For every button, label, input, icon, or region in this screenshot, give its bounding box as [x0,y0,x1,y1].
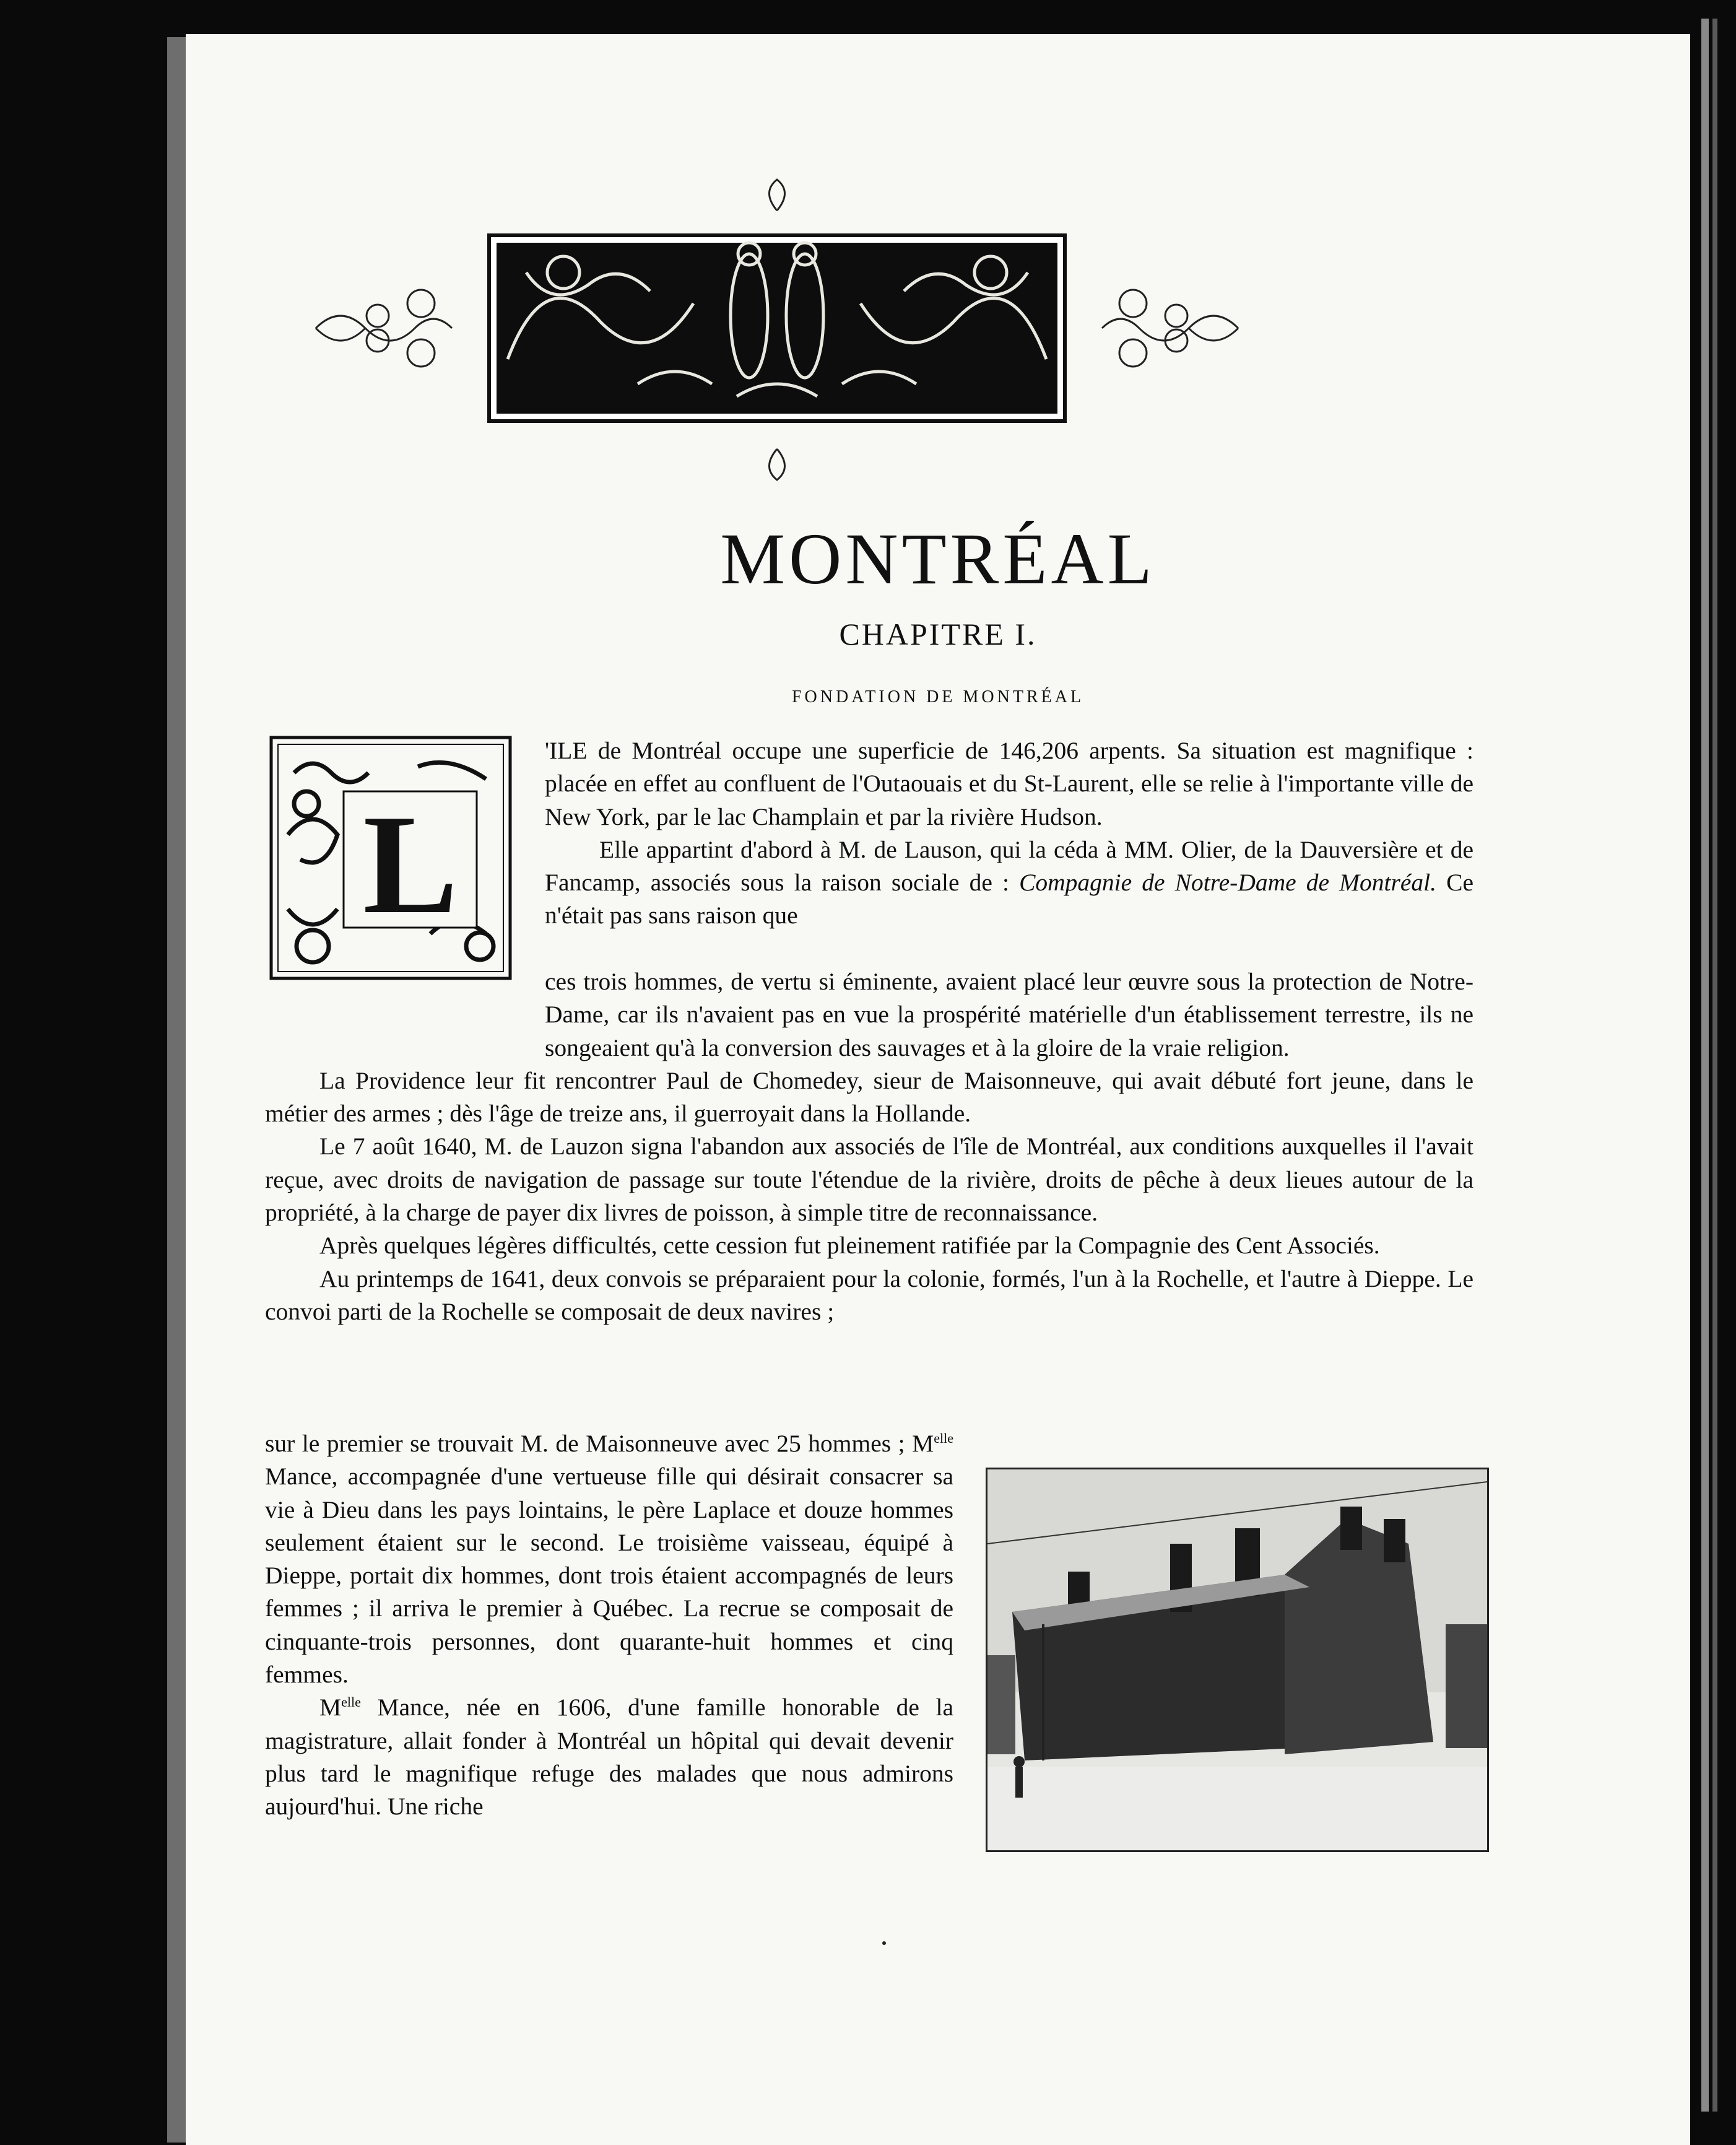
chapter-heading: CHAPITRE I. [839,617,1037,651]
paragraph-2-text: Elle appartint d'abord à M. de Lauson, qui la céda à MM. Olier, de la Dauversière et de Fancamp, associés sous la raison sociale de : [545,835,1473,897]
body-text-column [265,1427,953,1824]
paragraph-5: Après quelques légères difficultés, cette cession fut pleinement ratifiée par la Compagnie des Cent Associés. [319,1232,1380,1260]
text-part: Mance, née en 1606, d'une famille honorable de la magistrature, allait fonder à Montréal un hôpital qui devait devenir plus tard le magnifique refuge des malades que nous admirons aujourd'hui. Une riche [265,1694,953,1821]
text-part: sur le premier se trouvait M. de Maisonneuve avec 25 hommes ; M [265,1430,934,1457]
lead-text: 'ILE de Montréal occupe une superficie de 146,206 arpents. Sa situation est magnifique : placée en effet au confluent de l'Outaouais et du St-Laurent, elle se relie à l'importante ville de New York, par le lac Champlain et par la rivière Hudson. [545,737,1473,830]
superscript: elle [934,1430,953,1446]
paragraph-2 [545,833,1473,933]
superscript: elle [341,1694,361,1710]
body-text [265,965,1473,1328]
decorative-banner [303,173,1251,483]
page-edge [1701,19,1709,2112]
drop-cap [269,736,512,980]
paragraph-6: Au printemps de 1641, deux convois se préparaient pour la colonie, formés, l'un à la Rochelle, et l'autre à Dieppe. Le convoi parti de la Rochelle se composait de deux navires ; [265,1264,1473,1325]
paragraph-2-continued: ces trois hommes, de vertu si éminente, avaient placé leur œuvre sous la protection de Notre-Dame, car ils n'avaient pas en vue la prospérité matérielle d'un établissement terrestre, ils ne songeaient qu'à la conversion des sauvages et à la gloire de la vraie religion. [545,968,1473,1061]
paragraph-7 [265,1691,953,1823]
paragraph-6-continued [265,1427,953,1691]
text-part: Mance, accompagnée d'une vertueuse fille qui désirait consacrer sa vie à Dieu dans les pays lointains, le père Laplace et douze hommes seulement étaient sur le second. Le troisième vaisseau, équipé à Dieppe, portait dix hommes, dont trois étaient accompagnés de leurs femmes ; il arriva le premier à Québec. La recrue se composait de cinquante-trois personnes, dont quarante-huit hommes et cinq femmes. [265,1463,953,1689]
company-name: Compagnie de Notre-Dame de Montréal. [1019,869,1437,897]
section-heading: FONDATION DE MONTRÉAL [791,687,1085,707]
page-title: MONTRÉAL [720,518,1156,599]
paragraph-4: Le 7 août 1640, M. de Lauzon signa l'abandon aux associés de l'île de Montréal, aux conditions auxquelles il l'avait reçue, avec droits de navigation de passage sur toute l'étendue de la rivière, droits de pêche à deux lieues autour de la propriété, à la charge de payer dix livres de poisson, à simple titre de reconnaissance. [265,1133,1473,1227]
page-edge [1712,19,1717,2112]
opening-paragraph [545,734,1473,933]
paragraph-2-end: Ce n'était pas sans raison que [545,869,1473,929]
building-photograph [986,1468,1489,1852]
page-mark [882,1941,886,1945]
paragraph-3: La Providence leur fit rencontrer Paul de Chomedey, sieur de Maisonneuve, qui avait débuté fort jeune, dans le métier des armes ; dès l'âge de treize ans, il guerroyait dans la Hollande. [265,1066,1473,1128]
drop-cap-letter: L [363,785,458,943]
text-part: M [319,1694,342,1721]
book-spine [167,37,186,2143]
